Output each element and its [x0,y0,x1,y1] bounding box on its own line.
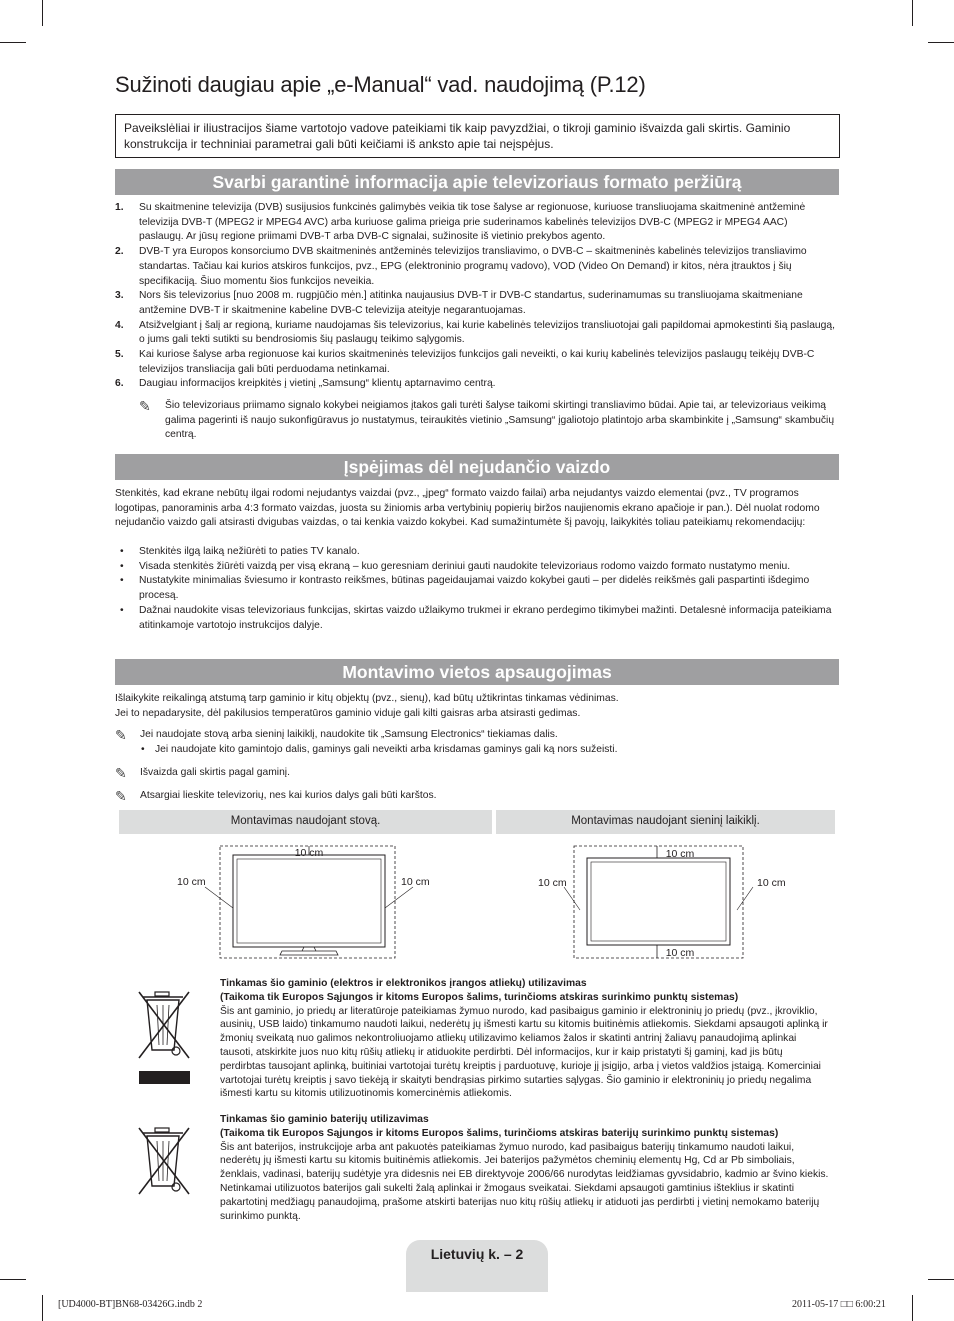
battery-body: Šis ant baterijos, instrukcijoje arba ant pakuotės pateikiamas žymuo nurodo, kad pasibaigus baterijų tinkamumo naudoti laikui, nederėtų jų išmesti kartu su kitomis buitinėmis atliekomis. Jei baterijos pažymėtos cheminių elementų Hg, Cd ar Pb simboliais, ženklais, vadinasi, baterijų sudėtyje yra didesnis nei EB direktyvoje 2006/66 nurodytas leidžiamas gyvsidabrio, kadmio ar švino kiekis. Netinkamai utilizuotos baterijos gali sukelti žalą aplinkai ir žmogaus sveikatai. Siekdami apsaugoti gamtinius išteklius ir skatinti pakartotinį medžiagų panaudojimą, prašome atskirti baterijas nuo kitų rūšių atliekų ir atiduoti jas perdirbti į vietinį nemokamo baterijų surinkimo punktą. [220,1141,829,1222]
battery-disposal-block [220,1113,830,1223]
crop-mark [912,1295,913,1321]
list-item [115,377,835,392]
note-text: Šio televizoriaus priimamo signalo kokybei neigiamos įtakos gali turėti šalyse taikomi skirtingi transliavimo būdai. Apie tai, ar televizoriaus veikimą galima pagerinti iš naujo sukonfigūravus jo nustatymus, teiraukitės vietinio „Samsung“ įgaliotojo platintojo arba skambinkite į „Samsung“ skambučių centrą. [165,400,835,441]
crossed-out-wheeled-bin-icon [133,1124,199,1200]
list-item [115,245,835,289]
crop-mark [42,0,43,26]
item-number: 5. [115,349,124,361]
list-item [115,545,840,560]
footer-timestamp: 2011-05-17 □□ 6:00:21 [792,1299,886,1310]
pencil-note-icon: ✎ [115,788,127,804]
clearance-label-right: 10 cm [757,877,786,889]
pencil-note-icon: ✎ [115,765,127,781]
weee-subtitle: (Taikoma tik Europos Sąjungos ir kitoms Europos šalims, turinčioms atskiras surinkimo punktų sistemas) [220,991,739,1003]
weee-body: Šis ant gaminio, jo priedų ar literatūroje pateikiamas žymuo nurodo, kad pasibaigus gaminio ir elektroninių jo priedų (pvz., įkroviklio, ausinių, USB laido) tinkamumo naudoti laikui, nederėtų jų išmesti kartu su kitomis buitinėmis atliekomis. Siekdami apsaugoti aplinką ir žmonių sveikatą nuo galimos nekontroliuojamo atliekų utilizavimo keliamos žalos ir skatinti antrinį žaliavų panaudojimą aplinkai tausoti, atskirkite juos nuo kitų rūšių atliekų ir atiduokite perdirbti. Dėl informacijos, kur ir kaip pristatyti šį gaminį, kad jis būtų perdirbtas tausojant aplinką, buitiniai vartotojai turėtų kreiptis į parduotuvę, kurioje jį įsigijo, arba į vietos valdžios įstaigą. Komerciniai vartotojai turėtų kreiptis į savo tiekėją ir skaityti bendrąsias pirkimo sutarties sąlygas. Šio gaminio ir elektroninių jo priedų negalima išmesti kartu su kitomis utilizuotinomis komercinėmis atliekomis. [220,1005,828,1100]
parts-note [115,728,840,757]
hot-parts-note [115,789,840,804]
notice-box: Paveikslėliai ir iliustracijos šiame vartotojo vadove pateikiami tik kaip pavyzdžiai, o tikroji gaminio išvaizda gali skirtis. Gaminio konstrukcija ir techniniai parametrai gali būti keičiami iš anksto apie tai neįspėjus. [115,114,840,158]
clearance-leader [564,887,580,910]
item-text: Visada stenkitės žiūrėti vaizdą per visą ekraną – kuo geresniam deriniui gauti naudokite televizoriaus rodomo vaizdo formato nustatymo meniu. [139,560,791,572]
page-number-tab: Lietuvių k. – 2 [406,1240,548,1292]
clearance-label-top: 10 cm [665,848,695,860]
crop-mark [928,42,954,43]
tv-neck [302,947,304,951]
warranty-list [115,201,835,392]
item-text: Su skaitmenine televizija (DVB) susijusios funkcinės galimybės veikia tik tose šalyse ar regionuose, kuriuose transliuojama skaitmeninė antžeminė televizija DVB-T (MPEG2 ir MPEG4 AVC) arba kuriuose galima prieiga prie suderinamos kabelinės televizijos DVB-C (MPEG2 ir MPEG4 AAC) paslaugų. Ar jūsų regione priimami DVB-T arba DVB-C signalai, sužinosite iš vietinio prekybos agento. [139,202,806,243]
clearance-label-left: 10 cm [177,876,206,888]
item-text: Atsižvelgiant į šalį ar regioną, kuriame naudojamas šis televizorius, kai kurie kabelinės televizijos transliuotojai gali papildomai apmokestinti šią paslaugą, o jums gali tekti sutikti su bendrosiomis šių paslaugų teikimo sąlygomis. [139,319,835,346]
tv-stand-base [280,951,338,955]
list-item [115,319,835,348]
item-text: Daugiau informacijos kreipkitės į vietinį „Samsung“ klientų aptarnavimo centrą. [139,378,496,390]
note-text: Jei naudojate stovą arba sieninį laikiklį, naudokite tik „Samsung Electronics“ tiekiamas dalis. [140,729,558,740]
tv-neck [314,947,316,951]
wall-mount-diagram [532,838,797,968]
item-text: Dažnai naudokite visas televizoriaus funkcijas, skirtas vaizdo užlaikymo trukmei ir ekrano perdegimo tikimybei mažinti. Detalesnė informacija pateikiama atitinkamoje vartotojo instrukcijos dalyje. [139,604,832,631]
note-text: Atsargiai lieskite televizorių, nes kai kurios dalys gali būti karštos. [140,790,437,801]
list-item [115,289,835,318]
item-text: Nors šis televizorius [nuo 2008 m. rugpjūčio mėn.] atitinka naujausius DVB-T ir DVB-C standartus, suderinamumas su transliuojama skaitmeniane antžemine DVB-T ir skaitmenine kabeline DVB-C televizija ateityje negarantuojamas. [139,290,803,316]
battery-subtitle: (Taikoma tik Europos Sąjungos ir kitoms Europos šalims, turinčioms atskiras baterijų surinkimo punktų sistemas) [220,1127,779,1139]
item-number: 4. [115,319,124,331]
crop-mark [928,1279,954,1280]
item-text: Jei naudojate kito gamintojo dalis, gaminys gali neveikti arba krisdamas gaminys gali ką nors sužeisti. [155,743,618,755]
pencil-note-icon: ✎ [139,398,151,414]
clearance-label-top: 10 cm [294,847,324,859]
list-item [115,201,835,245]
list-item [115,604,840,633]
section-heading-still-image: Įspėjimas dėl nejudančio vaizdo [115,454,839,480]
still-image-list [115,545,840,633]
stand-mount-heading: Montavimas naudojant stovą. [119,810,492,834]
footer-file-name: [UD4000-BT]BN68-03426G.indb 2 [58,1299,203,1310]
item-text: Nustatykite minimalias šviesumo ir kontrasto reikšmes, būtinas pageidaujamai vaizdo kokybei gauti – per didelės reikšmės gali paspartinti išdegimo procesą. [139,575,810,602]
page-title: Sužinoti daugiau apie „e-Manual“ vad. naudojimą (P.12) [115,72,646,97]
appearance-note [115,766,840,781]
bullet-icon: • [120,560,124,572]
wall-mount-heading: Montavimas naudojant sieninį laikiklį. [496,810,835,834]
item-text: Stenkitės ilgą laiką nežiūrėti to paties TV kanalo. [139,546,360,557]
note-text: Išvaizda gali skirtis pagal gaminį. [140,767,290,778]
list-item [115,574,840,603]
weee-disposal-block [220,977,830,1101]
item-number: 1. [115,202,124,213]
section-heading-installation: Montavimo vietos apsaugojimas [115,659,839,685]
crop-mark [912,0,913,26]
installation-line-2: Jei to nepadarysite, dėl pakilusios temperatūros gaminio viduje gali kilti gaisras arba atsirasti gedimas. [115,708,581,719]
crop-mark [42,1295,43,1321]
signal-note [139,399,835,443]
section-heading-warranty: Svarbi garantinė informacija apie televizoriaus formato peržiūrą [115,169,839,195]
clearance-label-left: 10 cm [538,877,567,889]
bullet-icon: • [120,575,124,587]
stand-mount-diagram [170,838,470,968]
item-text: DVB-T yra Europos konsorciumo DVB skaitmeninės antžeminės televizijos transliavimo, o DVB-C – skaitmeninės kabelinės televizijos transliavimo standartas. Tačiau kai kurios atskiros funkcijos, pvz., EPG (elektroninio programų vadovo), VOD (Video On Demand) ir kitos, nėra įtrauktos į šių specifikaciją. Šiuo momentu šios funkcijos neveikia. [139,246,807,287]
item-number: 3. [115,290,124,302]
clearance-leader [737,887,753,910]
tv-frame [587,858,730,945]
crossed-out-wheeled-bin-icon [133,988,199,1086]
clearance-label-right: 10 cm [401,876,430,888]
installation-line-1: Išlaikykite reikalingą atstumą tarp gaminio ir kitų objektų (pvz., sienų), kad būtų užtikrintas tinkamas vėdinimas. [115,693,619,704]
list-item [115,560,840,575]
list-item [115,348,835,377]
weee-title: Tinkamas šio gaminio (elektros ir elektronikos įrangos atliekų) utilizavimas [220,978,587,989]
bullet-icon: • [120,546,124,557]
clearance-leader [385,887,413,908]
item-text: Kai kuriose šalyse arba regionuose kai kurios skaitmeninės televizijos funkcijos gali neveikti, o kai kurių kabelinės televizijos paslaugų teikėjų DVB-C televizijos transliacija gali būti perduodama netinkamai. [139,349,815,375]
bullet-icon: • [141,743,145,755]
clearance-label-bottom: 10 cm [665,947,695,959]
still-image-intro: Stenkitės, kad ekrane nebūtų ilgai rodomi nejudantys vaizdai (pvz., „jpeg“ formato vaizdo failai) arba nejudantys vaizdo elementai (pvz., TV programos logotipas, panoraminis arba 4:3 formato vaizdas, juosta su žiniomis arba vertybinių popierių biržos naujienomis ekrano apačioje ir pan.). Dėl nuolat rodomo nejudančio vaizdo gali atsirasti dvigubas vaizdas, o tai kenkia vaizdo kokybei. Kad sumažintumėte šį pavojų, laikykitės toliau pateikiamų rekomendacijų: [115,488,820,529]
clearance-leader [205,887,233,908]
battery-title: Tinkamas šio gaminio baterijų utilizavimas [220,1114,429,1125]
item-number: 6. [115,378,124,390]
bullet-icon: • [120,604,124,616]
item-number: 2. [115,246,124,258]
pencil-note-icon: ✎ [115,727,127,743]
note-bullet [115,743,840,758]
crop-mark [0,1279,26,1280]
tv-frame [233,855,385,947]
crop-mark [0,42,26,43]
